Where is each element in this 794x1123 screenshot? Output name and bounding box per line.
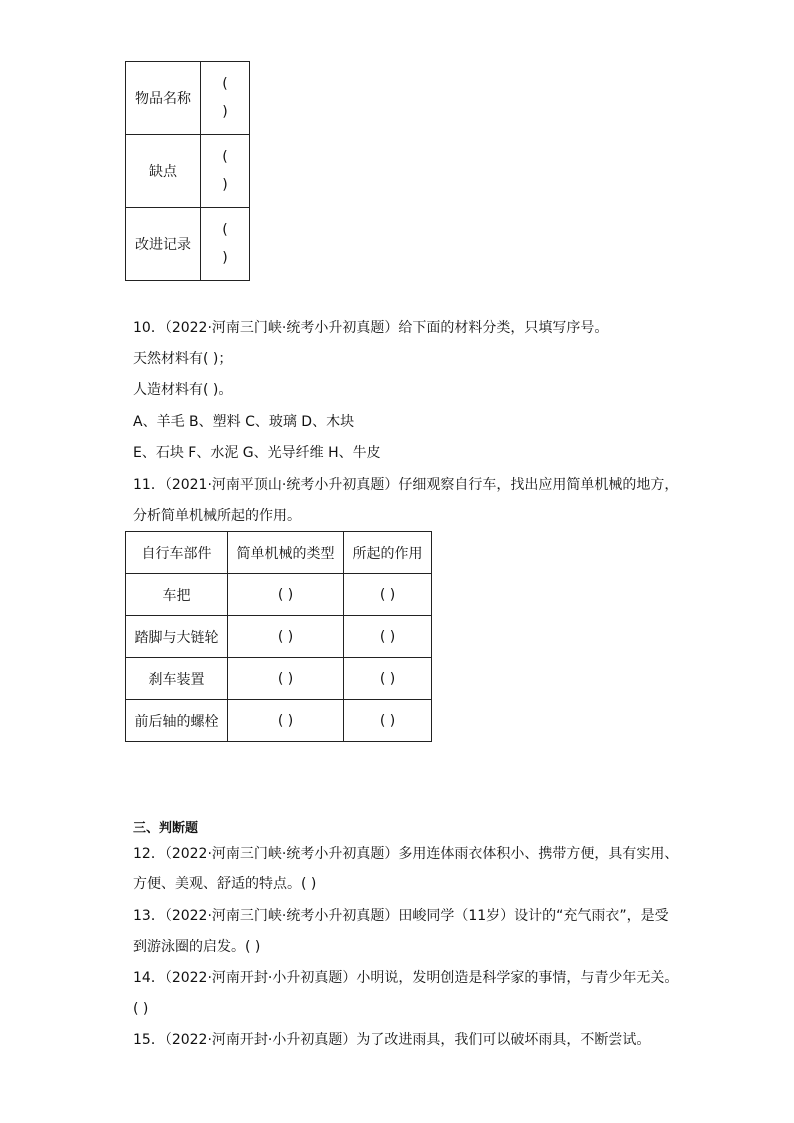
- type-blank[interactable]: ( ): [228, 658, 344, 700]
- bicycle-machine-table: [125, 531, 432, 742]
- section-title: 三、判断题: [133, 821, 199, 836]
- q10-artificial-materials[interactable]: 人造材料有( )。: [133, 382, 233, 398]
- type-blank[interactable]: ( ): [228, 574, 344, 616]
- blank-open-paren: (: [222, 222, 228, 238]
- item-name-blank[interactable]: [201, 62, 250, 135]
- table-row: [126, 208, 250, 281]
- item-record-table: [125, 61, 250, 281]
- q14-line1: 14．（2022·河南开封·小升初真题）小明说，发明创造是科学家的事情，与青少年无关。: [133, 970, 679, 986]
- defect-label: 缺点: [126, 135, 201, 208]
- part-cell: 前后轴的螺栓: [126, 700, 228, 742]
- q13-line1: 13．（2022·河南三门峡·统考小升初真题）田峻同学（11岁）设计的“充气雨衣”，是受: [133, 908, 669, 924]
- type-blank[interactable]: ( ): [228, 700, 344, 742]
- blank-close-paren: ): [222, 177, 228, 193]
- q13-line2[interactable]: 到游泳圈的启发。( ): [133, 939, 261, 955]
- q15-line1: 15．（2022·河南开封·小升初真题）为了改进雨具，我们可以破坏雨具，不断尝试。: [133, 1032, 651, 1048]
- table-row: [126, 574, 432, 616]
- defect-blank[interactable]: [201, 135, 250, 208]
- improvement-blank[interactable]: [201, 208, 250, 281]
- q12-line1: 12．（2022·河南三门峡·统考小升初真题）多用连体雨衣体积小、携带方便，具有实用、: [133, 846, 679, 862]
- q10-stem: 10．（2022·河南三门峡·统考小升初真题）给下面的材料分类，只填写序号。: [133, 320, 609, 336]
- table-row: [126, 616, 432, 658]
- q10-options-row1: A、羊毛 B、塑料 C、玻璃 D、木块: [133, 414, 355, 430]
- effect-blank[interactable]: ( ): [344, 574, 432, 616]
- header-machine-type: 简单机械的类型: [228, 532, 344, 574]
- blank-close-paren: ): [222, 250, 228, 266]
- q12-line2[interactable]: 方便、美观、舒适的特点。( ): [133, 876, 317, 892]
- blank-open-paren: (: [222, 76, 228, 92]
- part-cell: 踏脚与大链轮: [126, 616, 228, 658]
- table-row: [126, 135, 250, 208]
- table-header-row: [126, 532, 432, 574]
- table-row: [126, 700, 432, 742]
- part-cell: 刹车装置: [126, 658, 228, 700]
- q10-options-row2: E、石块 F、水泥 G、光导纤维 H、牛皮: [133, 445, 381, 461]
- effect-blank[interactable]: ( ): [344, 658, 432, 700]
- type-blank[interactable]: ( ): [228, 616, 344, 658]
- table-row: [126, 658, 432, 700]
- q10-natural-materials[interactable]: 天然材料有( )；: [133, 351, 233, 367]
- q11-stem-line2: 分析简单机械所起的作用。: [133, 508, 301, 524]
- q11-stem-line1: 11．（2021·河南平顶山·统考小升初真题）仔细观察自行车，找出应用简单机械的地方，: [133, 477, 679, 493]
- blank-open-paren: (: [222, 149, 228, 165]
- item-name-label: 物品名称: [126, 62, 201, 135]
- q14-line2[interactable]: ( ): [133, 1001, 149, 1017]
- table-row: [126, 62, 250, 135]
- header-bike-part: 自行车部件: [126, 532, 228, 574]
- improvement-label: 改进记录: [126, 208, 201, 281]
- effect-blank[interactable]: ( ): [344, 616, 432, 658]
- part-cell: 车把: [126, 574, 228, 616]
- header-effect: 所起的作用: [344, 532, 432, 574]
- effect-blank[interactable]: ( ): [344, 700, 432, 742]
- blank-close-paren: ): [222, 104, 228, 120]
